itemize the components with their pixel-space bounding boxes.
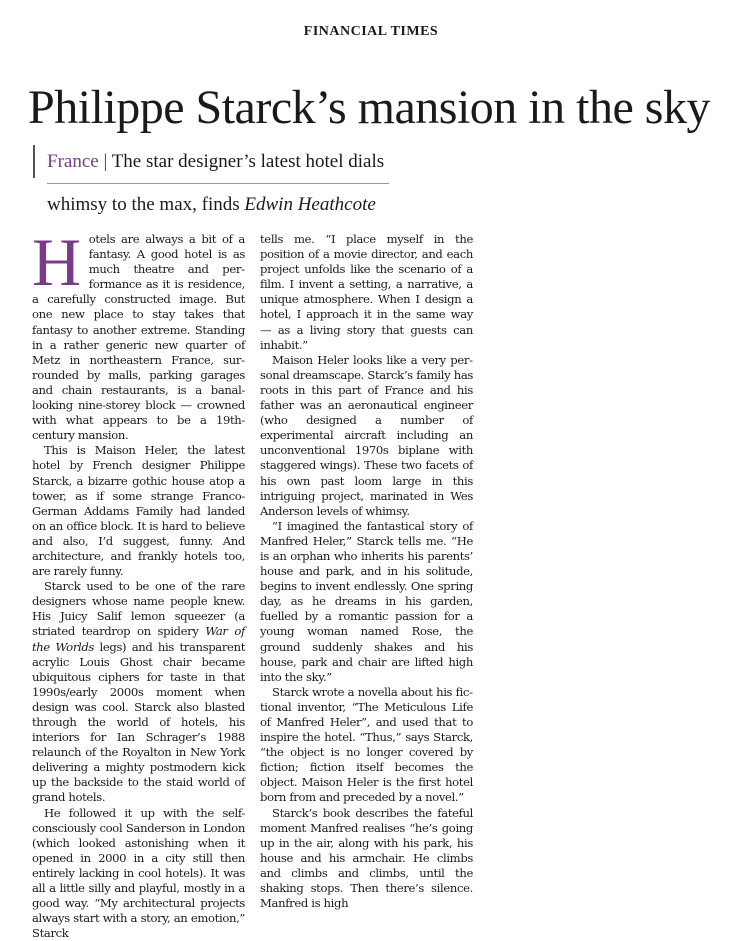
article-column-left [32,224,245,941]
paragraph: This is Maison Heler, the latest hotel by French designer Philippe Starck, a bizarre gothic house atop a tower, as if some strange Franco-German Addams Family had landed on an office block. It is hard to believe and also, I’d suggest, funny. And architecture, and frankly hotels too, are rarely funny. [32,443,245,579]
paragraph: “I imagined the fantastical story of Manfred Heler,” Starck tells me. “He is an orphan who inherits his parents’ house and park, and in his solitude, begins to invent endlessly. One spring day, as he dreams in his garden, fuelled by a romantic passion for a young woman named Rose, the ground suddenly shakes and his house, park and chair are lifted high into the sky.” [260,518,473,684]
standfirst-divider [47,183,389,184]
article-column-right [260,232,473,911]
paragraph: Starck wrote a novella about his fictional inventor, “The Meticulous Life of Manfred Heler”, and used that to inspire the hotel. “Thus,” says Starck, “the object is no longer covered by fiction; fiction itself becomes the object. Maison Heler is the first hotel born from and preceded by a novel.” [260,684,473,805]
drop-cap: H [32,224,81,300]
paragraph: Maison Heler looks like a very personal dreamscape. Starck’s family has roots in this part of France and his father was an aeronautical engineer (who designed a number of experimental aircraft including an unconventional 1970s biplane with staggered wings). These two facets of his own past loom large in this intriguing project, marinated in Wes Anderson levels of whimsy. [260,352,473,518]
paragraph: He followed it up with the self-consciously cool Sanderson in London (which looked astonishing when it opened in 2000 in a city still then entirely lacking in cool hotels). It was all a little silly and playful, mostly in a good way. “My architectural projects always start with a story, an emotion,” Starck [32,805,245,941]
standfirst-text-1: The star designer’s latest hotel dials [111,151,385,172]
paragraph [32,579,245,805]
paragraph-text: otels are always a bit of a fantasy. A good hotel is as much theatre and performance as it is residence, a carefully constructed image. But one new place to stay takes that fantasy to another extreme. Standing in a rather generic new quarter of Metz in northeastern France, surrounded by malls, parking garages and chain restaurants, is a banal-looking nine-storey block — crowned with what appears to be a 19th-century mansion. [32,232,245,443]
section-separator: | [103,151,108,172]
publication-name: FINANCIAL TIMES [303,24,439,39]
paragraph: tells me. “I place myself in the position of a movie director, and each project unfolds like the scenario of a film. I invent a setting, a narrative, a unique atmosphere. When I design a hotel, I approach it in the same way — as a living story that guests can inhabit.” [260,232,473,352]
standfirst-line-2 [47,193,376,217]
headline: Philippe Starck’s mansion in the sky [28,81,710,134]
section-label[interactable]: France [47,151,99,172]
standfirst-line-1 [47,150,384,174]
paragraph-text: legs) and his transparent acrylic Louis Ghost chair became ubiquitous ciphers for taste in that 1990s/early 2000s moment when design was cool. Starck also blasted through the world of hotels, his interiors for Ian Schrager’s 1988 relaunch of the Royalton in New York delivering a mighty postmodern kick up the backside to the staid world of grand hotels. [32,639,245,805]
byline-author[interactable]: Edwin Heathcote [244,194,376,215]
deck-accent-bar [33,145,35,178]
paragraph-text: Starck used to be one of the rare designers whose name people knew. His Juicy Salif lemon squeezer (a striated teardrop on spidery [32,579,245,639]
paragraph [32,224,245,443]
standfirst-text-2: whimsy to the max, finds [47,194,240,215]
paragraph: Starck’s book describes the fateful moment Manfred realises “he’s going up in the air, along with his park, his house and his armchair. He climbs and climbs and climbs, until the shaking stops. Then there’s silence. Manfred is high [260,805,473,911]
book-title: War of the Worlds [32,624,245,654]
